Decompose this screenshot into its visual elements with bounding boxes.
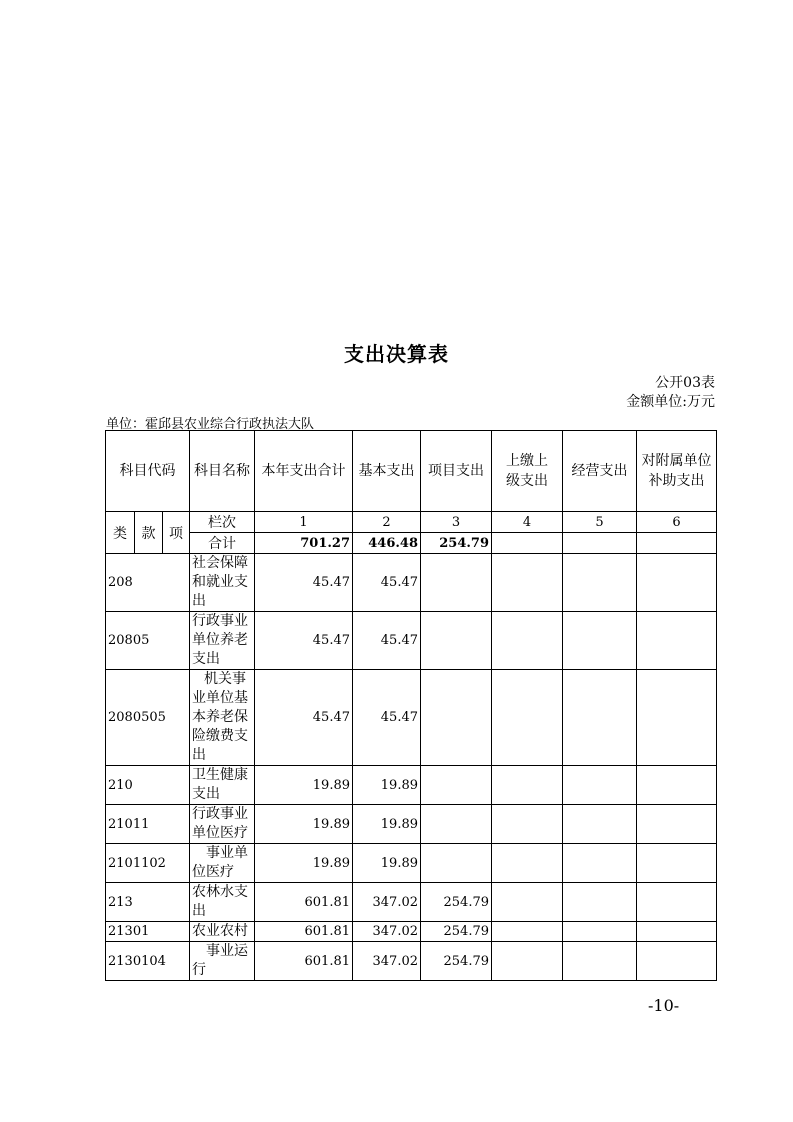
row-project [421,805,492,844]
row-basic: 347.02 [353,883,421,922]
row-col6 [637,922,717,942]
row-col4 [492,670,563,766]
amount-unit: 金额单位:万元 [626,394,715,410]
row-col5 [563,922,637,942]
header-subject-name: 科目名称 [190,431,255,512]
row-project [421,612,492,670]
row-col5 [563,554,637,612]
total-label: 合计 [190,533,255,554]
row-name: 事业运行 [190,942,255,981]
row-project [421,766,492,805]
row-code: 21011 [106,805,190,844]
column-number-row [106,512,717,533]
row-basic: 347.02 [353,922,421,942]
row-name: 机关事业单位基本养老保险缴费支出 [190,670,255,766]
row-col6 [637,942,717,981]
col-number-6: 6 [637,512,717,533]
expenditure-table [105,430,717,981]
header-kuan: 款 [135,512,163,554]
header-col2: 基本支出 [353,431,421,512]
row-total: 45.47 [255,612,353,670]
table-row [106,670,717,766]
col-number-4: 4 [492,512,563,533]
row-col5 [563,805,637,844]
row-basic: 19.89 [353,766,421,805]
row-total: 601.81 [255,942,353,981]
total-amount: 701.27 [255,533,353,554]
row-project [421,844,492,883]
total-basic: 446.48 [353,533,421,554]
row-total: 19.89 [255,766,353,805]
row-project: 254.79 [421,883,492,922]
header-lanci: 栏次 [190,512,255,533]
row-col5 [563,883,637,922]
table-row [106,766,717,805]
row-col4 [492,942,563,981]
table-row [106,805,717,844]
col-number-5: 5 [563,512,637,533]
row-col6 [637,612,717,670]
table-row [106,883,717,922]
col-number-2: 2 [353,512,421,533]
header-lei: 类 [106,512,135,554]
header-col3: 项目支出 [421,431,492,512]
total-col6 [637,533,717,554]
row-col4 [492,883,563,922]
table-title: 支出决算表 [344,342,449,366]
row-basic: 45.47 [353,554,421,612]
row-code: 210 [106,766,190,805]
row-code: 20805 [106,612,190,670]
header-row [106,431,717,512]
header-subject-code: 科目代码 [106,431,190,512]
row-col5 [563,844,637,883]
row-col4 [492,766,563,805]
row-total: 19.89 [255,805,353,844]
row-col4 [492,922,563,942]
row-col5 [563,612,637,670]
row-name: 农业农村 [190,922,255,942]
total-row [106,533,717,554]
organization-unit: 单位：霍邱县农业综合行政执法大队 [106,417,315,432]
col-number-3: 3 [421,512,492,533]
page-number: -10- [648,996,680,1015]
row-col4 [492,612,563,670]
table-row [106,922,717,942]
row-col4 [492,844,563,883]
total-project: 254.79 [421,533,492,554]
row-project [421,670,492,766]
row-col4 [492,554,563,612]
row-col6 [637,883,717,922]
row-col6 [637,844,717,883]
form-number: 公开03表 [655,375,715,391]
row-basic: 45.47 [353,670,421,766]
header-col1: 本年支出合计 [255,431,353,512]
table-row [106,554,717,612]
row-code: 21301 [106,922,190,942]
total-col5 [563,533,637,554]
row-code: 208 [106,554,190,612]
row-col6 [637,670,717,766]
row-code: 213 [106,883,190,922]
row-total: 601.81 [255,883,353,922]
row-total: 45.47 [255,670,353,766]
table-row [106,942,717,981]
row-total: 19.89 [255,844,353,883]
header-col4: 上缴上级支出 [492,431,563,512]
row-basic: 19.89 [353,844,421,883]
header-col5: 经营支出 [563,431,637,512]
row-basic: 19.89 [353,805,421,844]
col-number-1: 1 [255,512,353,533]
row-basic: 347.02 [353,942,421,981]
header-xiang: 项 [163,512,190,554]
row-col4 [492,805,563,844]
row-project: 254.79 [421,922,492,942]
row-name: 行政事业单位医疗 [190,805,255,844]
row-col5 [563,766,637,805]
total-col4 [492,533,563,554]
row-name: 农林水支出 [190,883,255,922]
row-code: 2130104 [106,942,190,981]
row-basic: 45.47 [353,612,421,670]
row-col6 [637,554,717,612]
header-col6: 对附属单位补助支出 [637,431,717,512]
row-project: 254.79 [421,942,492,981]
row-project [421,554,492,612]
row-col6 [637,805,717,844]
row-code: 2080505 [106,670,190,766]
table-row [106,612,717,670]
row-total: 45.47 [255,554,353,612]
row-name: 事业单位医疗 [190,844,255,883]
table-row [106,844,717,883]
row-name: 卫生健康支出 [190,766,255,805]
row-name: 社会保障和就业支出 [190,554,255,612]
row-total: 601.81 [255,922,353,942]
row-col5 [563,670,637,766]
row-col5 [563,942,637,981]
row-col6 [637,766,717,805]
row-name: 行政事业单位养老支出 [190,612,255,670]
row-code: 2101102 [106,844,190,883]
